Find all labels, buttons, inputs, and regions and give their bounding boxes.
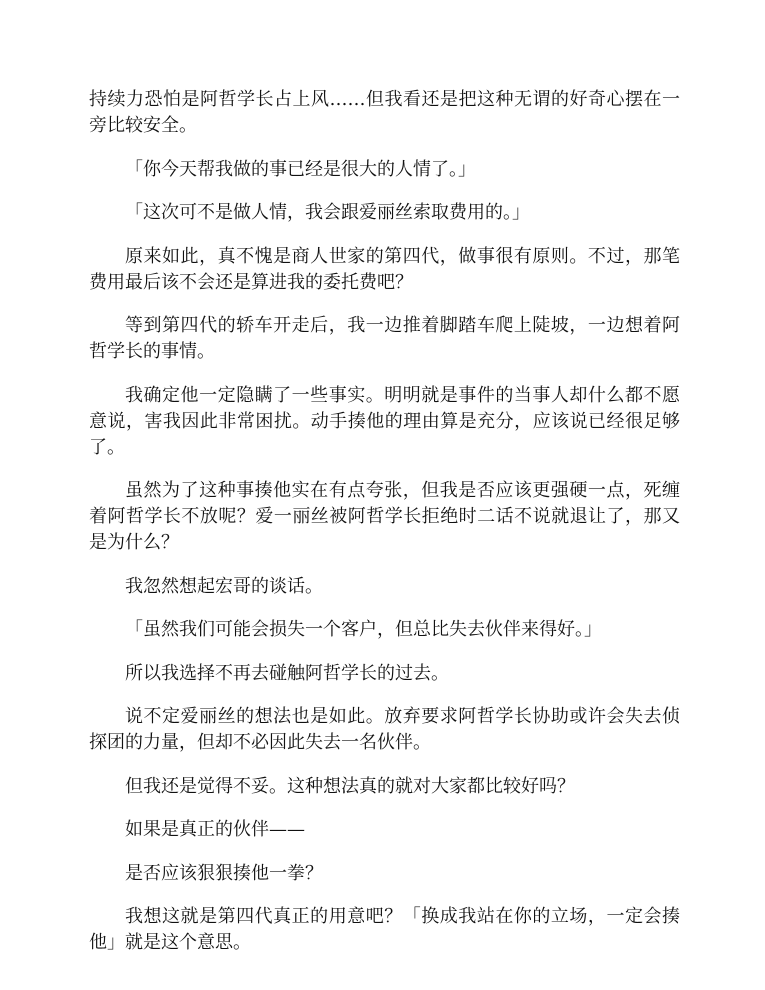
paragraph-13: 如果是真正的伙伴—— — [125, 819, 305, 840]
paragraph-9-quote: 「虽然我们可能会损失一个客户，但总比失去伙伴来得好。」 — [125, 619, 602, 640]
paragraph-12: 但我还是觉得不妥。这种想法真的就对大家都比较好吗？ — [125, 775, 575, 797]
paragraph-5: 等到第四代的轿车开走后，我一边推着脚踏车爬上陡坡，一边想着阿哲学长的事情。 — [89, 315, 680, 362]
paragraph-15: 我想这就是第四代真正的用意吧？「换成我站在你的立场，一定会揍他」就是这个意思。 — [89, 906, 680, 953]
paragraph-10: 所以我选择不再去碰触阿哲学长的过去。 — [125, 662, 449, 684]
paragraph-3-quote: 「这次可不是做人情，我会跟爱丽丝索取费用的。」 — [125, 202, 530, 223]
paragraph-11: 说不定爱丽丝的想法也是如此。放弃要求阿哲学长协助或许会失去侦探团的力量，但却不必因此失去一名伙伴。 — [89, 706, 680, 753]
paragraph-2-quote: 「你今天帮我做的事已经是很大的人情了。」 — [125, 158, 476, 180]
paragraph-6: 我确定他一定隐瞒了一些事实。明明就是事件的当事人却什么都不愿意说，害我因此非常困扰。动手揍他的理由算是充分，应该说已经很足够了。 — [89, 384, 680, 458]
paragraph-7: 虽然为了这种事揍他实在有点夸张，但我是否应该更强硬一点，死缠着阿哲学长不放呢？爱一丽丝被阿哲学长拒绝时二话不说就退让了，那又是为什么？ — [89, 480, 680, 553]
paragraph-14: 是否应该狠狠揍他一拳？ — [125, 862, 323, 884]
paragraph-1: 持续力恐怕是阿哲学长占上风……但我看还是把这种无谓的好奇心摆在一旁比较安全。 — [89, 89, 680, 136]
paragraph-8: 我忽然想起宏哥的谈话。 — [125, 575, 323, 597]
paragraph-4: 原来如此，真不愧是商人世家的第四代，做事很有原则。不过，那笔费用最后该不会还是算进我的委托费吧？ — [89, 245, 680, 293]
